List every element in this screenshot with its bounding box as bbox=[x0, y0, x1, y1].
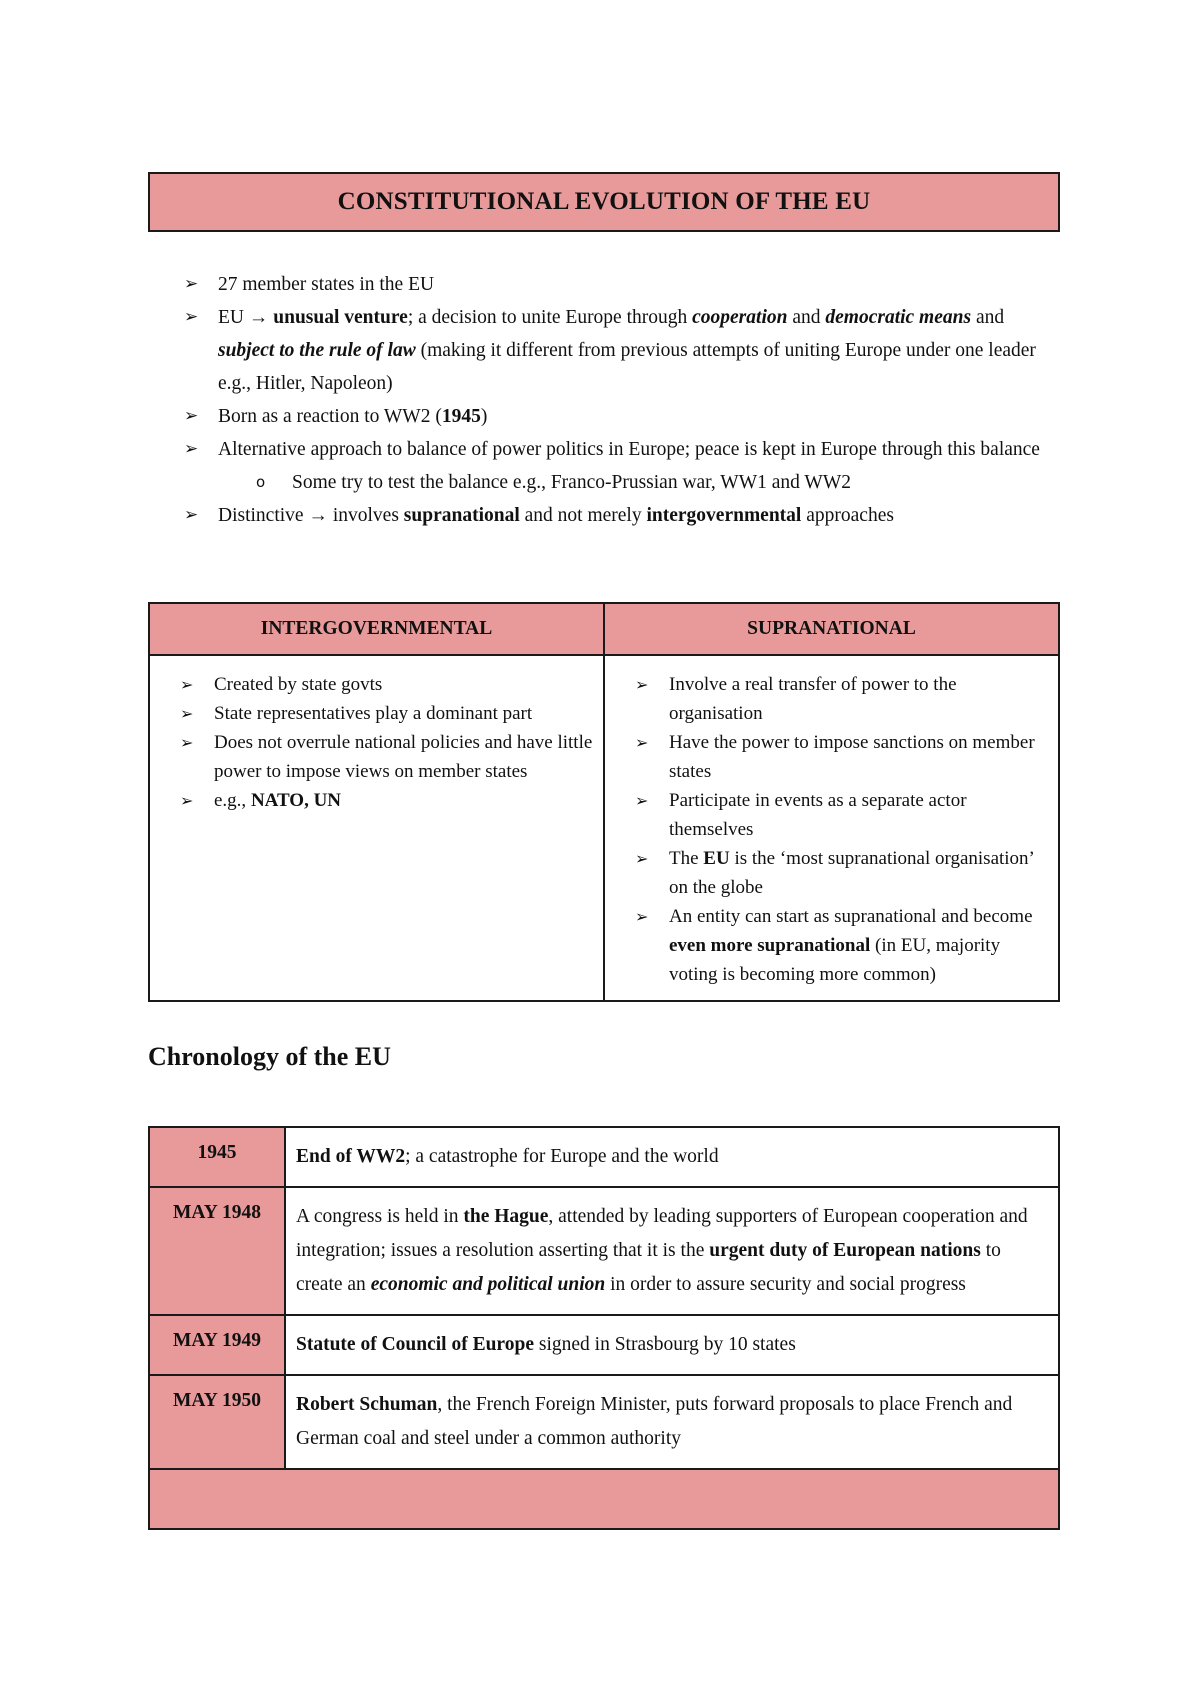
document-title-text: CONSTITUTIONAL EVOLUTION OF THE EU bbox=[337, 188, 871, 215]
arrow-bullet-icon: ➢ bbox=[184, 505, 199, 525]
arrow-bullet-icon: ➢ bbox=[180, 675, 194, 694]
list-item: ➢ Participate in events as a separate actor themselves bbox=[635, 786, 1048, 844]
list-item: ➢ Involve a real transfer of power to the organisation bbox=[635, 670, 1048, 728]
chronology-description: Robert Schuman, the French Foreign Minister, puts forward proposals to place French and German coal and steel under a common authority bbox=[285, 1375, 1059, 1469]
arrow-bullet-icon: ➢ bbox=[184, 274, 199, 294]
intro-sub-bullet: o Some try to test the balance e.g., Franco-Prussian war, WW1 and WW2 bbox=[184, 466, 1064, 499]
table-row bbox=[149, 1187, 1059, 1315]
document-title bbox=[148, 172, 1060, 232]
arrow-bullet-icon: ➢ bbox=[184, 307, 199, 327]
arrow-bullet-icon: ➢ bbox=[180, 791, 194, 810]
list-item: ➢ e.g., NATO, UN bbox=[180, 786, 593, 815]
table-row bbox=[149, 1375, 1059, 1469]
arrow-bullet-icon: ➢ bbox=[635, 675, 649, 694]
chronology-description: End of WW2; a catastrophe for Europe and the world bbox=[285, 1127, 1059, 1187]
chronology-date: MAY 1949 bbox=[149, 1315, 285, 1375]
arrow-bullet-icon: ➢ bbox=[180, 733, 194, 752]
arrow-bullet-icon: ➢ bbox=[180, 704, 194, 723]
list-item: ➢ An entity can start as supranational and become even more supranational (in EU, majority voting is becoming more common) bbox=[635, 902, 1048, 989]
comparison-table bbox=[148, 602, 1060, 1002]
comparison-header-intergovernmental: INTERGOVERNMENTAL bbox=[149, 603, 604, 655]
chronology-date: MAY 1950 bbox=[149, 1375, 285, 1469]
chronology-empty-row bbox=[149, 1469, 1059, 1529]
intro-bullet-4: ➢ Alternative approach to balance of power politics in Europe; peace is kept in Europe through this balance bbox=[184, 433, 1064, 466]
arrow-bullet-icon: ➢ bbox=[635, 849, 649, 868]
circle-bullet-icon: o bbox=[256, 473, 266, 491]
right-arrow-icon: → bbox=[248, 307, 269, 328]
empty-cell bbox=[149, 1469, 1059, 1529]
intro-bullet-1: ➢ 27 member states in the EU bbox=[184, 268, 1064, 301]
comparison-header-supranational: SUPRANATIONAL bbox=[604, 603, 1059, 655]
chronology-description: Statute of Council of Europe signed in Strasbourg by 10 states bbox=[285, 1315, 1059, 1375]
chronology-date: MAY 1948 bbox=[149, 1187, 285, 1315]
intro-bullet-2: ➢ EU → unusual venture; a decision to unite Europe through cooperation and democratic means and subject to the rule of law (making it different from previous attempts of uniting Europe under one leader e.g., Hitler, Napoleon) bbox=[184, 301, 1064, 400]
arrow-bullet-icon: ➢ bbox=[635, 907, 649, 926]
supranational-cell bbox=[604, 655, 1059, 1001]
supranational-list bbox=[635, 670, 1048, 989]
right-arrow-icon: → bbox=[308, 505, 328, 526]
list-item: ➢ State representatives play a dominant part bbox=[180, 699, 593, 728]
table-row bbox=[149, 1127, 1059, 1187]
intro-bullet-list bbox=[184, 268, 1064, 532]
intro-bullet-5: ➢ Distinctive → involves supranational and not merely intergovernmental approaches bbox=[184, 499, 1064, 532]
intergovernmental-cell bbox=[149, 655, 604, 1001]
chronology-description: A congress is held in the Hague, attended by leading supporters of European cooperation and integration; issues a resolution asserting that it is the urgent duty of European nations to create an economic and political union in order to assure security and social progress bbox=[285, 1187, 1059, 1315]
list-item: ➢ Have the power to impose sanctions on member states bbox=[635, 728, 1048, 786]
arrow-bullet-icon: ➢ bbox=[635, 791, 649, 810]
arrow-bullet-icon: ➢ bbox=[635, 733, 649, 752]
arrow-bullet-icon: ➢ bbox=[184, 439, 199, 459]
chronology-table bbox=[148, 1126, 1060, 1530]
chronology-date: 1945 bbox=[149, 1127, 285, 1187]
list-item: ➢ Created by state govts bbox=[180, 670, 593, 699]
list-item: ➢ Does not overrule national policies and have little power to impose views on member states bbox=[180, 728, 593, 786]
comparison-body-row bbox=[149, 655, 1059, 1001]
table-row bbox=[149, 1315, 1059, 1375]
arrow-bullet-icon: ➢ bbox=[184, 406, 199, 426]
chronology-heading: Chronology of the EU bbox=[148, 1042, 391, 1071]
comparison-header-row bbox=[149, 603, 1059, 655]
list-item: ➢ The EU is the ‘most supranational organisation’ on the globe bbox=[635, 844, 1048, 902]
intro-bullet-3: ➢ Born as a reaction to WW2 (1945) bbox=[184, 400, 1064, 433]
intergovernmental-list bbox=[180, 670, 593, 815]
